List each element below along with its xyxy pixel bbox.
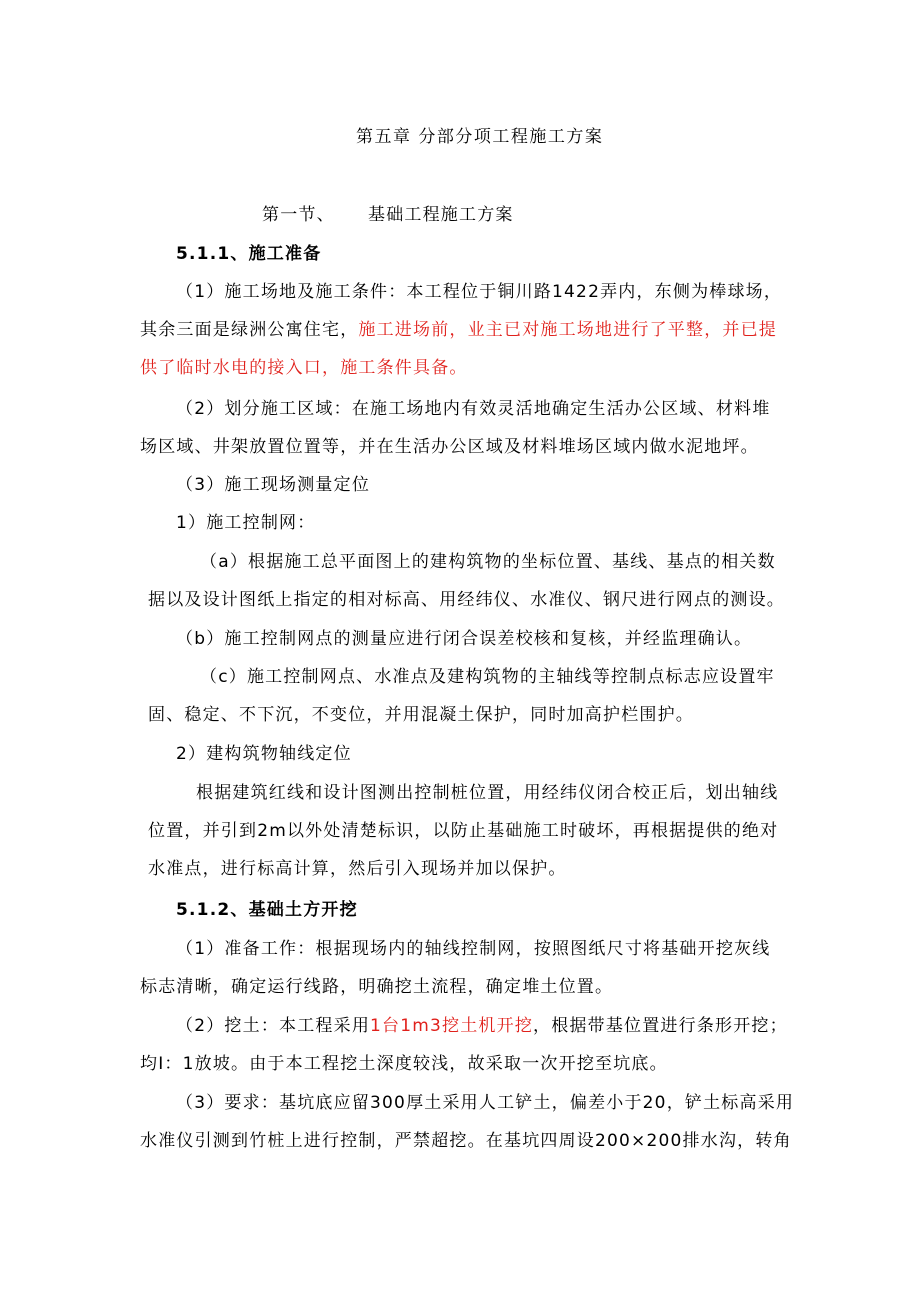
excavation-text-tail: ，根据带基位置进行条形开挖； [533, 1016, 788, 1036]
item-b: （b）施工控制网点的测量应进行闭合误差校核和复核，并经监理确认。 [176, 629, 753, 649]
item-a-line2: 据以及设计图纸上指定的相对标高、用经纬仪、水准仪、钢尺进行网点的测设。 [148, 590, 785, 610]
subheading-axis-positioning: 2）建构筑物轴线定位 [176, 744, 352, 764]
paragraph-survey-heading: （3）施工现场测量定位 [176, 475, 371, 495]
heading-5-1-2: 5.1.2、基础土方开挖 [176, 900, 358, 920]
site-conditions-text: 其余三面是绿洲公寓住宅， [140, 320, 359, 340]
axis-paragraph-line2: 位置，并引到2m以外处清楚标识，以防止基础施工时破坏，再根据提供的绝对 [148, 821, 779, 841]
excavation-line2: 均I：1放坡。由于本工程挖土深度较浅，故采取一次开挖至坑底。 [140, 1054, 668, 1074]
chapter-title: 第五章 分部分项工程施工方案 [356, 127, 604, 147]
paragraph-site-conditions-line2 [140, 319, 777, 341]
excavation-line1 [176, 1015, 788, 1037]
heading-5-1-1: 5.1.1、施工准备 [176, 244, 322, 264]
preparation-line2: 标志清晰，确定运行线路，明确挖土流程，确定堆土位置。 [140, 977, 614, 997]
axis-paragraph-line3: 水准点，进行标高计算，然后引入现场并加以保护。 [148, 859, 567, 879]
paragraph-site-conditions-line1: （1）施工场地及施工条件：本工程位于铜川路1422弄内，东侧为棒球场， [176, 282, 783, 302]
item-c-line1: （c）施工控制网点、水准点及建构筑物的主轴线等控制点标志应设置牢 [200, 667, 775, 687]
paragraph-zones-line1: （2）划分施工区域：在施工场地内有效灵活地确定生活办公区域、材料堆 [176, 399, 771, 419]
item-a-line1: （a）根据施工总平面图上的建构筑物的坐标位置、基线、基点的相关数 [200, 552, 776, 572]
excavation-text: （2）挖土：本工程采用 [176, 1016, 371, 1036]
item-c-line2: 固、稳定、不下沉，不变位，并用混凝土保护，同时加高护栏围护。 [148, 705, 694, 725]
axis-paragraph-line1: 根据建筑红线和设计图测出控制桩位置，用经纬仪闭合校正后，划出轴线 [196, 783, 779, 803]
requirements-line2: 水准仪引测到竹桩上进行控制，严禁超挖。在基坑四周设200×200排水沟，转角 [140, 1131, 792, 1151]
requirements-line1: （3）要求：基坑底应留300厚土采用人工铲土，偏差小于20，铲土标高采用 [176, 1093, 795, 1113]
paragraph-zones-line2: 场区域、井架放置位置等，并在生活办公区域及材料堆场区域内做水泥地坪。 [140, 437, 759, 457]
excavation-highlight: 1台1m3挖土机开挖 [370, 1016, 534, 1036]
section-title: 基础工程施工方案 [368, 205, 514, 225]
section-number: 第一节、 [262, 205, 335, 225]
subheading-control-network: 1）施工控制网： [176, 513, 316, 533]
paragraph-site-conditions-line3: 供了临时水电的接入口，施工条件具备。 [140, 358, 468, 378]
preparation-line1: （1）准备工作：根据现场内的轴线控制网，按照图纸尺寸将基础开挖灰线 [176, 939, 771, 959]
site-conditions-highlight: 施工进场前，业主已对施工场地进行了平整，并已提 [358, 320, 778, 340]
